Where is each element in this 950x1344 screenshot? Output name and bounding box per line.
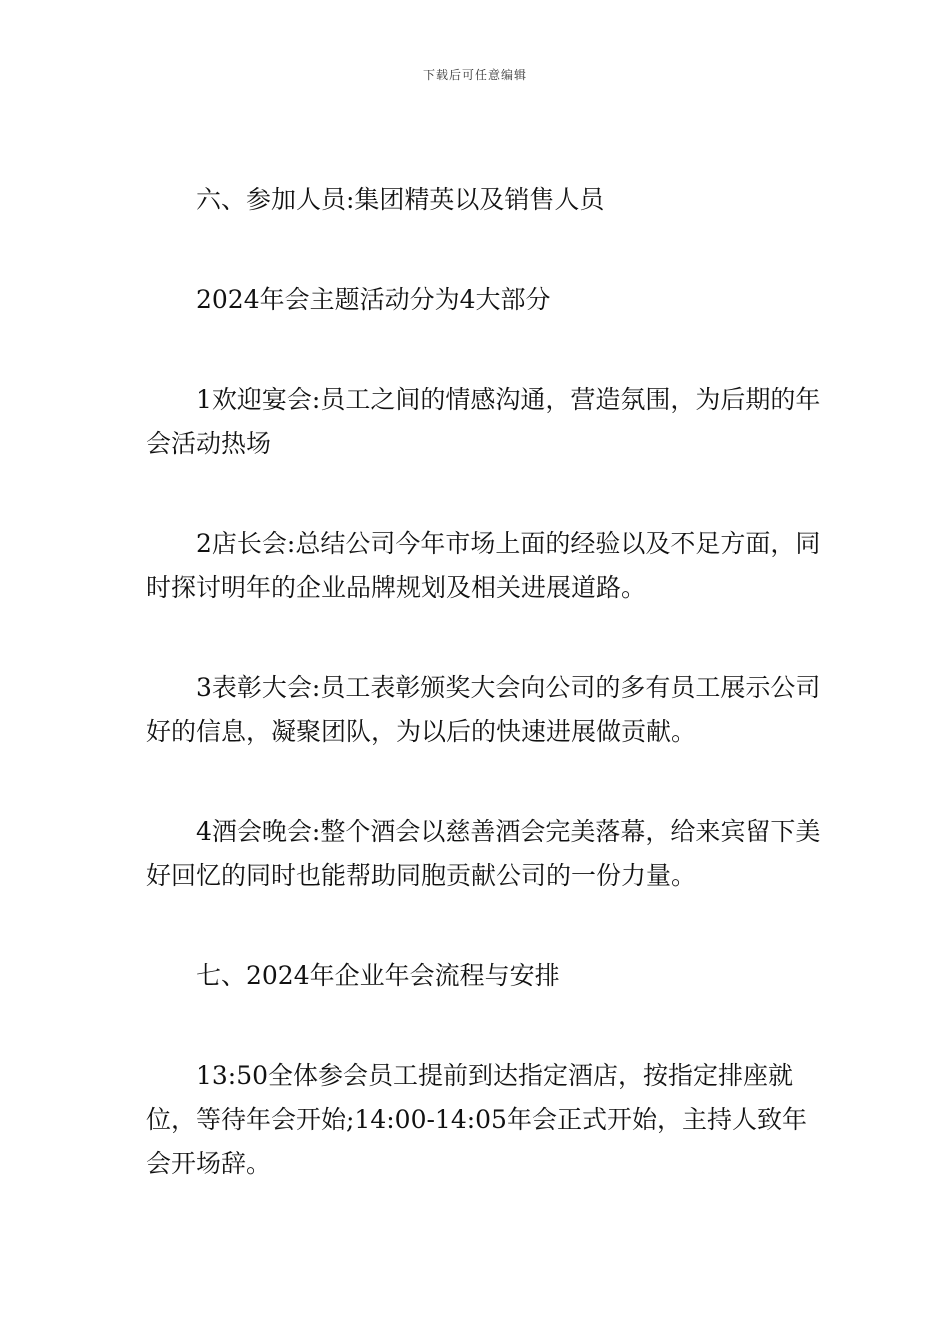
paragraph-schedule: 13:50全体参会员工提前到达指定酒店，按指定排座就位，等待年会开始;14:00-14:05年会正式开始，主持人致年会开场辞。 [146, 1061, 807, 1178]
paragraph-attendees: 六、参加人员:集团精英以及销售人员 [196, 185, 605, 214]
paragraph-welcome-banquet: 1欢迎宴会:员工之间的情感沟通，营造氛围，为后期的年会活动热场 [146, 385, 821, 458]
page-header: 下载后可任意编辑 [422, 68, 527, 82]
paragraph-section-seven-heading: 七、2024年企业年会流程与安排 [196, 961, 560, 990]
document-body [146, 178, 826, 1186]
paragraph-activity-overview: 2024年会主题活动分为4大部分 [196, 285, 551, 314]
paragraph-evening-reception: 4酒会晚会:整个酒会以慈善酒会完美落幕，给来宾留下美好回忆的同时也能帮助同胞贡献公司的一份力量。 [146, 817, 821, 890]
paragraph-awards-ceremony: 3表彰大会:员工表彰颁奖大会向公司的多有员工展示公司好的信息，凝聚团队，为以后的快速进展做贡献。 [146, 673, 821, 746]
paragraph-store-manager-meeting: 2店长会:总结公司今年市场上面的经验以及不足方面，同时探讨明年的企业品牌规划及相关进展道路。 [146, 529, 821, 602]
